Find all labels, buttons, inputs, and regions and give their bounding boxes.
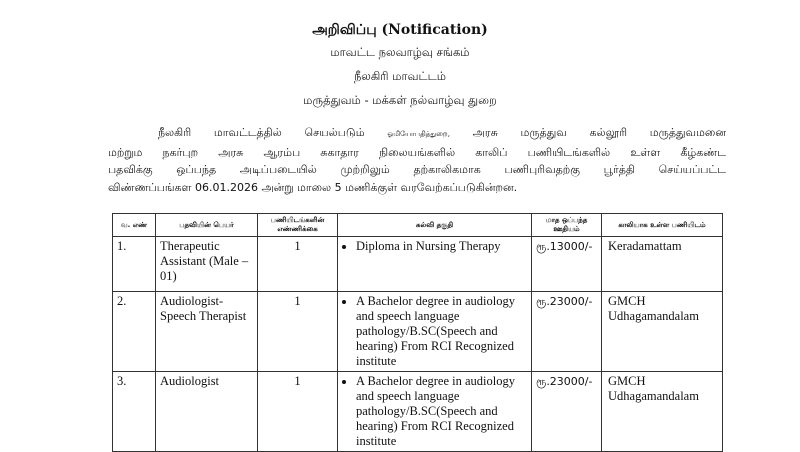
notice-paragraph xyxy=(108,124,726,196)
qualification-item: • A Bachelor degree in audiology and speech language pathology/B.SC(Speech and hearing) From RCI Recognized institute xyxy=(356,294,527,369)
vacancy-table xyxy=(112,213,723,452)
post-name: Audiologist-Speech Therapist xyxy=(156,292,258,372)
table-header-row xyxy=(113,214,723,237)
table-row xyxy=(113,292,723,372)
vacant-place: GMCH Udhagamandalam xyxy=(602,372,723,452)
table-row xyxy=(113,237,723,292)
vacancy-count: 1 xyxy=(258,292,338,372)
header-salary: மாத ஒப்பந்த ஊதியம் xyxy=(532,214,602,237)
paragraph-line-1 xyxy=(108,124,726,144)
paragraph-line-4: விண்ணப்பங்கள 06.01.2026 அன்று மாலை 5 மணிக்குள் வரவேற்கப்படுகின்றன. xyxy=(108,180,518,194)
organization-name: மாவட்ட நலவாழ்வு சங்கம் xyxy=(330,45,470,59)
post-name: Audiologist xyxy=(156,372,258,452)
salary: ரூ.13000/- xyxy=(532,237,602,292)
salary: ரூ.23000/- xyxy=(532,292,602,372)
salary: ரூ.23000/- xyxy=(532,372,602,452)
post-name: Therapeutic Assistant (Male – 01) xyxy=(156,237,258,292)
serial-number: 2. xyxy=(113,292,156,372)
paragraph-line-3: பதவிக்கு ஒப்பந்த அடிப்படையில் முற்றிலும் தற்காலிகமாக பணிபுரிவதற்கு பூர்த்தி செய்யப்பட்ட xyxy=(108,163,726,176)
notice-title-english: (Notification) xyxy=(381,22,488,38)
qualification-item: • A Bachelor degree in audiology and speech language pathology/B.SC(Speech and hearing) From RCI Recognized institute xyxy=(356,374,527,449)
header-serial-number: வ. எண் xyxy=(113,214,156,237)
vacant-place: Keradamattam xyxy=(602,237,723,292)
serial-number: 3. xyxy=(113,372,156,452)
notice-title-tamil: அறிவிப்பு xyxy=(312,22,377,38)
header-post-name: பதவியின் பெயர் xyxy=(156,214,258,237)
notice-title xyxy=(0,22,800,40)
header-vacancy-count: பணியிடங்களின் எண்ணிக்கை xyxy=(258,214,338,237)
vacancy-count: 1 xyxy=(258,237,338,292)
paragraph-line-2: மற்றும நகர்புற அரசு ஆரம்ப சுகாதார நிலையங்களில் காலிப் பணியிடங்களில் உள்ள கீழ்கண்ட xyxy=(108,145,726,159)
qualification xyxy=(338,292,532,372)
qualification xyxy=(338,237,532,292)
vacant-place: GMCH Udhagamandalam xyxy=(602,292,723,372)
homeopathy-dept-text: ஓமியோபதித்துறை, xyxy=(387,130,450,138)
vacancy-count: 1 xyxy=(258,372,338,452)
serial-number: 1. xyxy=(113,237,156,292)
qualification-item: • Diploma in Nursing Therapy xyxy=(356,239,527,254)
paragraph-text: அரசு மருத்துவ கல்லூரி மருத்துவமனை xyxy=(449,126,726,139)
header-qualification: கல்வி தகுதி xyxy=(338,214,532,237)
header-vacant-place: காலியாக உள்ள பணியிடம் xyxy=(602,214,723,237)
department-name: மருத்துவம் - மக்கள் நல்வாழ்வு துறை xyxy=(303,93,497,107)
paragraph-text: நீலகிரி மாவட்டத்தில் செயல்படும் xyxy=(158,126,388,139)
district-name: நீலகிரி மாவட்டம் xyxy=(353,69,447,83)
